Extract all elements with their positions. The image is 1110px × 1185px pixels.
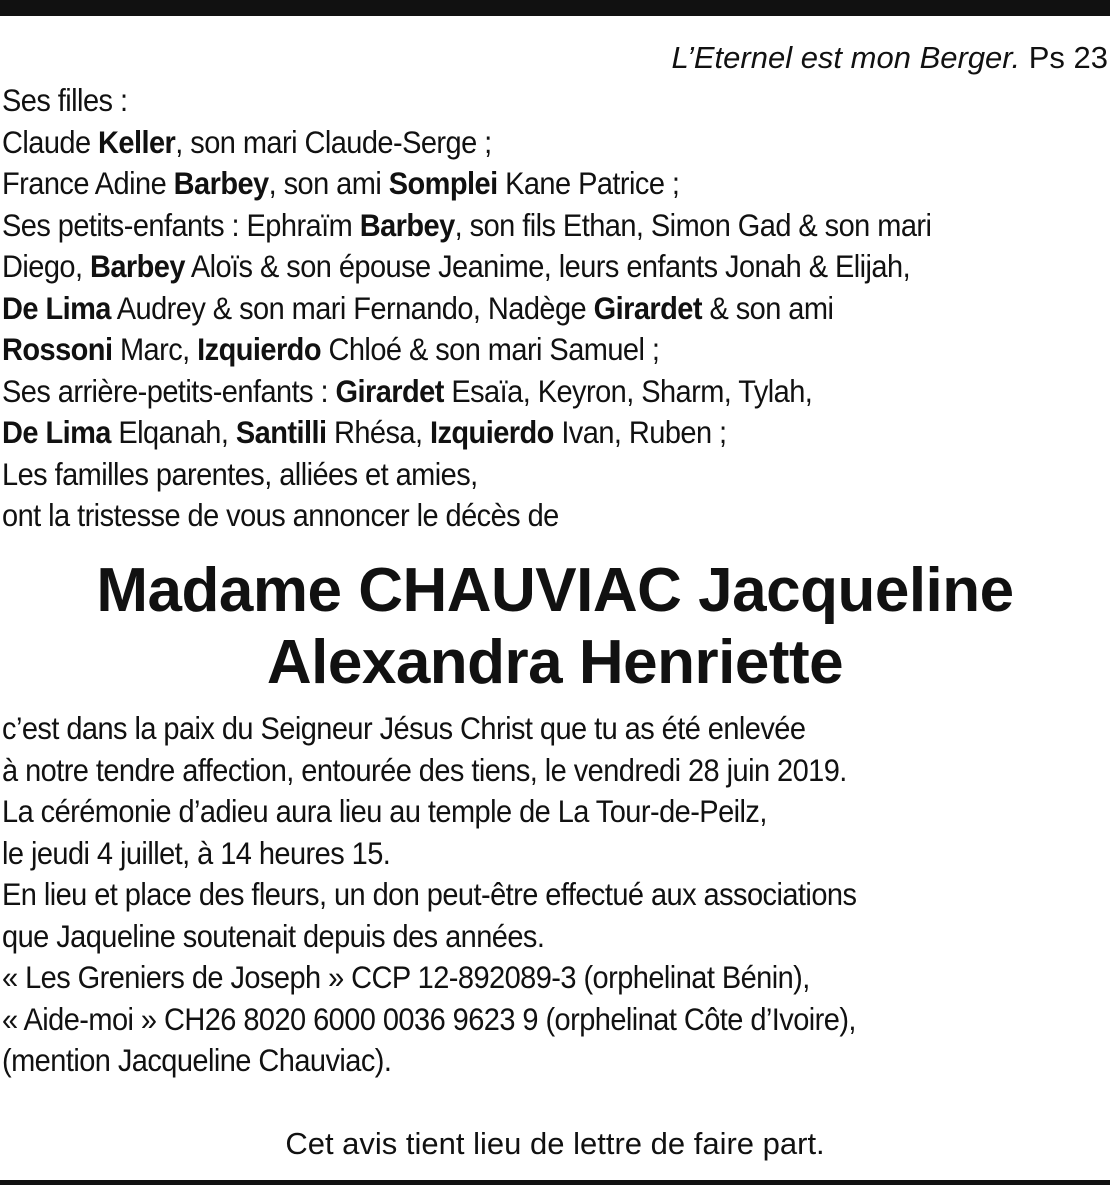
body-line: La cérémonie d’adieu aura lieu au temple de La Tour-de-Peilz, (2, 793, 767, 829)
surname: Barbey (359, 206, 455, 243)
body-line: le jeudi 4 juillet, à 14 heures 15. (2, 834, 391, 871)
surname: Barbey (89, 248, 185, 284)
surname: De Lima (2, 414, 111, 450)
text-segment: Diego, (2, 248, 90, 284)
family-list (2, 80, 1106, 537)
text-segment: Ses filles : (2, 82, 128, 118)
family-line (2, 80, 1106, 122)
surname: Barbey (173, 165, 269, 201)
text-segment: Ivan, Ruben ; (553, 414, 727, 450)
family-line (2, 163, 1106, 205)
family-line (2, 495, 1106, 537)
surname: Santilli (235, 414, 327, 450)
family-line (2, 246, 1106, 288)
text-segment: France Adine (2, 165, 174, 201)
family-line (2, 412, 1106, 454)
deceased-name-line-2: Alexandra Henriette (266, 628, 844, 697)
verse-text: L’Eternel est mon Berger. (671, 40, 1021, 75)
bottom-rule (0, 1180, 1110, 1185)
text-segment: , son fils Ethan, Simon Gad & son mari (454, 206, 932, 243)
surname: Izquierdo (197, 331, 321, 367)
body-line: En lieu et place des fleurs, un don peut-être effectué aux associations (2, 876, 857, 912)
text-segment: & son ami (701, 289, 834, 326)
body-line: « Les Greniers de Joseph » CCP 12-892089-3 (orphelinat Bénin), (2, 959, 810, 995)
body-line: à notre tendre affection, entourée des tiens, le vendredi 28 juin 2019. (2, 751, 847, 788)
text-segment: Les familles parentes, alliées et amies, (2, 455, 478, 492)
text-segment: Audrey & son mari Fernando, Nadège (110, 289, 594, 326)
text-segment: ont la tristesse de vous annoncer le décès de (2, 497, 559, 533)
surname: Rossoni (2, 331, 113, 367)
text-segment: Kane Patrice ; (497, 165, 680, 201)
body-line: que Jaqueline soutenait depuis des années. (2, 917, 545, 954)
text-segment: Chloé & son mari Samuel ; (320, 331, 660, 367)
text-segment: Claude (2, 123, 99, 160)
text-segment: Rhésa, (326, 414, 430, 450)
text-segment: Esaïa, Keyron, Sharm, Tylah, (443, 372, 813, 409)
text-segment: Ses arrière-petits-enfants : (2, 372, 336, 409)
surname: De Lima (2, 289, 111, 326)
text-segment: Ses petits-enfants : Ephraïm (2, 206, 360, 243)
text-segment: Aloïs & son épouse Jeanime, leurs enfants Jonah & Elijah, (184, 248, 911, 284)
surname: Somplei (388, 165, 498, 201)
deceased-name-line-1: Madame CHAUVIAC Jacqueline (96, 556, 1014, 625)
family-line (2, 371, 1106, 413)
body-line: « Aide-moi » CH26 8020 6000 0036 9623 9 (orphelinat Côte d’Ivoire), (2, 1000, 856, 1037)
body-line: (mention Jacqueline Chauviac). (2, 1042, 392, 1078)
verse-reference: Ps 23 (1028, 40, 1108, 75)
deceased-name (0, 555, 1110, 699)
closing-note: Cet avis tient lieu de lettre de faire part. (285, 1126, 825, 1161)
surname: Girardet (335, 372, 444, 409)
family-line (2, 205, 1106, 247)
surname: Keller (98, 123, 176, 160)
family-line (2, 122, 1106, 164)
family-line (2, 454, 1106, 496)
text-segment: , son mari Claude-Serge ; (175, 123, 492, 160)
surname: Girardet (593, 289, 702, 326)
top-rule (0, 0, 1110, 16)
announcement-body (2, 708, 1106, 1082)
family-line (2, 329, 1106, 371)
verse-quote (671, 38, 1108, 78)
text-segment: Marc, (112, 331, 198, 367)
family-line (2, 288, 1106, 330)
text-segment: Elqanah, (110, 414, 236, 450)
body-line: c’est dans la paix du Seigneur Jésus Christ que tu as été enlevée (2, 710, 806, 746)
text-segment: , son ami (268, 165, 389, 201)
surname: Izquierdo (429, 414, 554, 450)
